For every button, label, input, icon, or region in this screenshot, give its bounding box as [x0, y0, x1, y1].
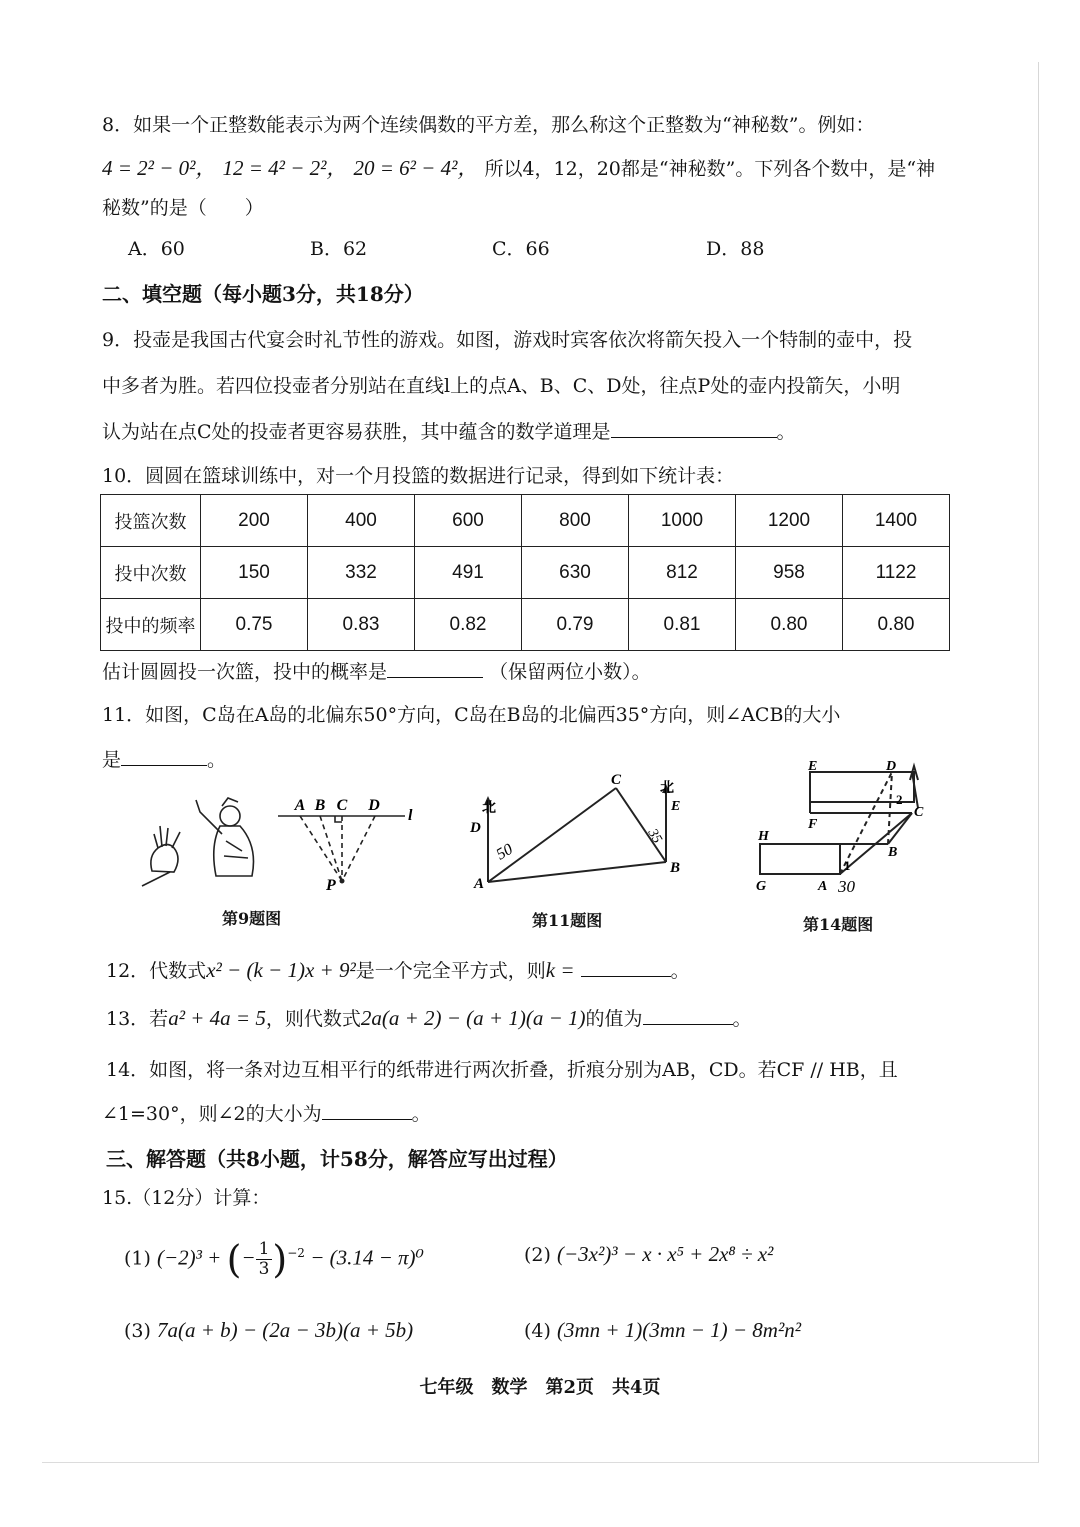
fig14-label-1: 1: [844, 858, 851, 873]
q8-option-d: D．88: [706, 238, 765, 260]
fig11-lines: [488, 788, 666, 882]
fraction: [256, 1240, 273, 1279]
q12-end: 。: [670, 960, 690, 982]
fig14-label-2: 2: [896, 792, 903, 807]
table-row: [101, 599, 950, 651]
q8-line2: [102, 156, 935, 181]
q9-answer-blank[interactable]: [611, 437, 777, 438]
q15-part4-expr: (3mn + 1)(3mn − 1) − 8m²n²: [556, 1318, 802, 1342]
table-cell: 0.81: [629, 599, 736, 651]
q12-mid: 是一个完全平方式，则: [355, 960, 546, 982]
row-label-frequency: 投中的频率: [101, 599, 201, 651]
q15-part1-expr-a: (−2)³ +: [156, 1245, 227, 1270]
q14-line2: [102, 1102, 431, 1126]
table-cell: 400: [308, 495, 415, 547]
section-2-title: 二、填空题（每小题3分，共18分）: [102, 282, 424, 306]
q11-line2: [102, 748, 226, 772]
table-cell: 600: [415, 495, 522, 547]
fig9-point-p: [340, 879, 345, 884]
table-cell: 1000: [629, 495, 736, 547]
q15-part3-label: (3): [124, 1320, 151, 1342]
fig11-label-e: E: [671, 799, 681, 814]
q12-k: k =: [545, 958, 575, 982]
table-cell: 200: [201, 495, 308, 547]
q15-part1-expr-b: − (3.14 − π)⁰: [304, 1245, 424, 1270]
pot-thrower-illustration: [142, 798, 254, 886]
q13-mid: ，则代数式: [265, 1008, 361, 1030]
q8-line1: 8．如果一个正整数能表示为两个连续偶数的平方差，那么称这个正整数为“神秘数”。例如：: [102, 114, 875, 136]
figure-9-lines: [278, 816, 405, 881]
fig11-angle-50: 50: [493, 840, 516, 864]
q11-line1: 11．如图，C岛在A岛的北偏东50°方向，C岛在B岛的北偏西35°方向，则∠ACB的大小: [102, 704, 841, 726]
q10-question-text: 估计圆圆投一次篮，投中的概率是: [102, 661, 388, 683]
row-label-hits: 投中次数: [101, 547, 201, 599]
table-cell: 0.83: [308, 599, 415, 651]
table-cell: 800: [522, 495, 629, 547]
table-cell: 1200: [736, 495, 843, 547]
table-cell: 332: [308, 547, 415, 599]
fig14-angle-30: 30: [838, 877, 855, 896]
q9-line3: [102, 420, 796, 444]
q10-question: [102, 660, 651, 684]
q13-condition: a² + 4a = 5: [168, 1006, 266, 1030]
row-label-shots: 投篮次数: [101, 495, 201, 547]
q15-part1: [124, 1237, 424, 1282]
table-cell: 0.79: [522, 599, 629, 651]
q10-stats-table: [100, 494, 950, 651]
q14-end: 。: [411, 1103, 431, 1125]
fraction-denominator: 3: [258, 1259, 270, 1279]
figure-14: [752, 758, 937, 898]
fig14-label-a: A: [818, 879, 828, 894]
q8-line3: 秘数”的是（ ）: [102, 197, 264, 219]
table-cell: 812: [629, 547, 736, 599]
table-cell: 491: [415, 547, 522, 599]
fig14-label-h: H: [758, 829, 769, 844]
fig14-label-c: C: [914, 805, 924, 820]
q9-end: 。: [776, 421, 796, 443]
fig11-label-c: C: [611, 772, 622, 788]
fig9-label-d: D: [368, 797, 380, 814]
q11-answer-blank[interactable]: [121, 765, 207, 766]
table-cell: 0.80: [843, 599, 950, 651]
q8-eq3: 20 = 6² − 4²，: [353, 156, 479, 180]
q11-end: 。: [207, 749, 227, 771]
table-cell: 150: [201, 547, 308, 599]
fig9-label-p: P: [326, 877, 336, 894]
q14-answer-blank[interactable]: [322, 1119, 412, 1120]
q12-prefix: 12．代数式: [106, 960, 207, 982]
q15-title: 15.（12分）计算：: [102, 1187, 271, 1209]
fig14-label-b: B: [888, 845, 898, 860]
q13-answer-blank[interactable]: [643, 1024, 733, 1025]
fig11-angle-35: 35: [644, 826, 665, 847]
minus-sign: −: [241, 1245, 256, 1270]
q13-line: [106, 1006, 752, 1031]
q8-eq2: 12 = 4² − 2²，: [222, 156, 348, 180]
fig9-label-a: A: [294, 797, 306, 814]
table-cell: 0.75: [201, 599, 308, 651]
q15-part2-label: (2): [524, 1244, 551, 1266]
table-row: [101, 495, 950, 547]
q13-expression: 2a(a + 2) − (a + 1)(a − 1): [360, 1006, 586, 1030]
fig9-label-l: l: [408, 807, 413, 824]
exponent: −2: [287, 1246, 305, 1261]
fig11-label-d: D: [470, 820, 481, 836]
q12-line: [106, 958, 690, 983]
fig14-label-d: D: [886, 759, 897, 774]
fig14-label-e: E: [808, 759, 818, 774]
fig11-label-north-a: 北: [482, 801, 496, 816]
q13-tail: 的值为: [585, 1008, 643, 1030]
q12-answer-blank[interactable]: [581, 976, 671, 977]
fig11-label-north-b: 北: [660, 781, 674, 796]
q14-line2-text: ∠1=30°，则∠2的大小为: [102, 1103, 322, 1125]
q10-answer-blank[interactable]: [387, 677, 483, 678]
q13-end: 。: [732, 1008, 752, 1030]
fig9-caption: 第9题图: [222, 909, 282, 928]
fig14-label-f: F: [808, 817, 818, 832]
q8-eq1: 4 = 2² − 0²，: [102, 156, 217, 180]
q11-line2-text: 是: [102, 749, 122, 771]
fig14-caption: 第14题图: [803, 915, 874, 934]
q8-option-b: B．62: [310, 238, 368, 260]
fig14-label-g: G: [756, 879, 767, 894]
figure-9: [130, 776, 420, 896]
paren-right: ): [272, 1237, 288, 1282]
page-footer: 七年级 数学 第2页 共4页: [419, 1377, 661, 1398]
table-cell: 630: [522, 547, 629, 599]
q13-prefix: 13．若: [106, 1008, 169, 1030]
table-row: [101, 547, 950, 599]
q15-part1-label: (1): [124, 1247, 151, 1270]
figure-11: [466, 772, 691, 897]
q12-expression: x² − (k − 1)x + 9²: [206, 958, 356, 982]
q15-part4: [524, 1318, 801, 1343]
q15-part4-label: (4): [524, 1320, 551, 1342]
q8-option-c: C．66: [492, 238, 550, 260]
table-cell: 0.80: [736, 599, 843, 651]
q14-line1: 14．如图，将一条对边互相平行的纸带进行两次折叠，折痕分别为AB，CD。若CF // HB，且: [106, 1059, 898, 1081]
q15-part3: [124, 1318, 413, 1343]
q15-part3-expr: 7a(a + b) − (2a − 3b)(a + 5b): [156, 1318, 414, 1342]
fig9-label-b: B: [314, 797, 326, 814]
q10-note: （保留两位小数）。: [489, 661, 651, 683]
q9-line3-text: 认为站在点C处的投壶者更容易获胜，其中蕴含的数学道理是: [102, 421, 611, 443]
q8-option-a: A．60: [128, 238, 185, 260]
table-cell: 0.82: [415, 599, 522, 651]
q9-line2: 中多者为胜。若四位投壶者分别站在直线l上的点A、B、C、D处，往点P处的壶内投箭矢，小明: [102, 375, 901, 397]
paren-left: (: [226, 1237, 242, 1282]
fig9-label-c: C: [336, 797, 348, 814]
q9-line1: 9．投壶是我国古代宴会时礼节性的游戏。如图，游戏时宾客依次将箭矢投入一个特制的壶中，投: [102, 329, 913, 351]
fraction-numerator: 1: [256, 1240, 273, 1260]
q15-part2-expr: (−3x²)³ − x · x⁵ + 2x⁸ ÷ x²: [556, 1242, 774, 1266]
q15-part2: [524, 1242, 773, 1267]
q8-line2-text: 所以4，12，20都是“神秘数”。下列各个数中，是“神: [484, 158, 936, 180]
table-cell: 958: [736, 547, 843, 599]
fig11-label-b: B: [670, 860, 681, 876]
section-3-title: 三、解答题（共8小题，计58分，解答应写出过程）: [106, 1147, 568, 1171]
table-cell: 1400: [843, 495, 950, 547]
q10-intro: 10．圆圆在篮球训练中，对一个月投篮的数据进行记录，得到如下统计表：: [102, 465, 735, 487]
fig11-label-a: A: [474, 876, 485, 892]
table-cell: 1122: [843, 547, 950, 599]
fig11-caption: 第11题图: [532, 911, 603, 930]
